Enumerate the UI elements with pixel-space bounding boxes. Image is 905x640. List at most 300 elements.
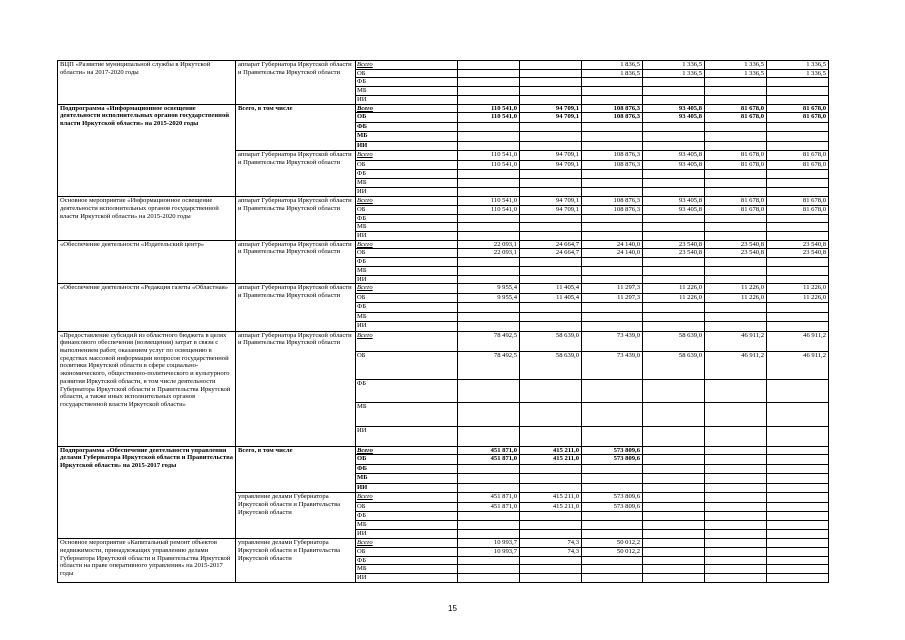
- amount-cell: [705, 275, 767, 284]
- amount-cell: 94 709,1: [520, 197, 582, 206]
- amount-cell: [767, 493, 829, 503]
- amount-cell: [520, 188, 582, 197]
- funding-source-cell: Всего: [356, 539, 458, 548]
- amount-cell: 81 678,0: [767, 104, 829, 113]
- amount-cell: 108 876,3: [582, 197, 643, 206]
- funding-source-cell: ФБ: [356, 303, 458, 313]
- amount-cell: [520, 379, 582, 403]
- amount-cell: [705, 170, 767, 179]
- amount-cell: 11 297,3: [582, 293, 643, 303]
- amount-cell: 10 993,7: [458, 548, 520, 557]
- table-row: [58, 197, 829, 206]
- amount-cell: 573 809,6: [582, 446, 643, 455]
- amount-cell: [767, 574, 829, 583]
- amount-cell: 74,3: [520, 548, 582, 557]
- amount-cell: 81 678,0: [705, 161, 767, 170]
- amount-cell: [458, 266, 520, 275]
- amount-cell: [520, 223, 582, 232]
- amount-cell: [582, 266, 643, 275]
- amount-cell: [458, 179, 520, 188]
- funding-source-cell: МБ: [356, 312, 458, 322]
- program-name-cell: ВЦП «Развитие муниципальной службы в Иркутской области» на 2017-2020 годы: [58, 61, 236, 105]
- funding-source-cell: ИИ: [356, 188, 458, 197]
- amount-cell: 1 336,5: [767, 61, 829, 70]
- amount-cell: [705, 512, 767, 521]
- amount-cell: [767, 512, 829, 521]
- amount-cell: [705, 493, 767, 503]
- amount-cell: [705, 266, 767, 275]
- amount-cell: [520, 322, 582, 332]
- amount-cell: 11 226,0: [705, 293, 767, 303]
- amount-cell: [643, 379, 705, 403]
- amount-cell: 46 911,2: [767, 351, 829, 379]
- amount-cell: [767, 446, 829, 455]
- funding-source-cell: МБ: [356, 403, 458, 427]
- amount-cell: [520, 266, 582, 275]
- funding-source-cell: ОБ: [356, 249, 458, 258]
- amount-cell: [705, 95, 767, 104]
- executor-cell: аппарат Губернатора Иркутской области и Правительства Иркутской области: [236, 331, 356, 446]
- amount-cell: [643, 521, 705, 530]
- amount-cell: 23 540,8: [767, 240, 829, 249]
- amount-cell: [643, 464, 705, 474]
- amount-cell: 93 405,8: [643, 104, 705, 113]
- amount-cell: [520, 141, 582, 151]
- amount-cell: [643, 214, 705, 223]
- amount-cell: [705, 503, 767, 512]
- funding-source-cell: ИИ: [356, 574, 458, 583]
- amount-cell: [705, 556, 767, 565]
- amount-cell: 78 492,5: [458, 351, 520, 379]
- amount-cell: 23 540,8: [767, 249, 829, 258]
- funding-source-cell: МБ: [356, 521, 458, 530]
- amount-cell: [458, 312, 520, 322]
- amount-cell: [643, 258, 705, 267]
- amount-cell: [643, 232, 705, 241]
- amount-cell: [458, 214, 520, 223]
- funding-source-cell: Всего: [356, 151, 458, 161]
- executor-cell: аппарат Губернатора Иркутской области и Правительства Иркутской области: [236, 61, 356, 105]
- amount-cell: [520, 521, 582, 530]
- funding-source-cell: МБ: [356, 266, 458, 275]
- amount-cell: 94 709,1: [520, 151, 582, 161]
- amount-cell: [520, 258, 582, 267]
- amount-cell: 94 709,1: [520, 161, 582, 170]
- amount-cell: [458, 474, 520, 484]
- amount-cell: [705, 455, 767, 465]
- amount-cell: [643, 170, 705, 179]
- amount-cell: 110 541,0: [458, 161, 520, 170]
- amount-cell: 94 709,1: [520, 205, 582, 214]
- amount-cell: [520, 78, 582, 87]
- amount-cell: [582, 78, 643, 87]
- amount-cell: 11 405,4: [520, 293, 582, 303]
- amount-cell: [767, 379, 829, 403]
- amount-cell: [458, 188, 520, 197]
- executor-cell: управление делами Губернатора Иркутской области и Правительства Иркутской области: [236, 539, 356, 583]
- amount-cell: [582, 214, 643, 223]
- amount-cell: [705, 258, 767, 267]
- table-row: [58, 539, 829, 548]
- amount-cell: [643, 95, 705, 104]
- amount-cell: 94 709,1: [520, 104, 582, 113]
- amount-cell: [643, 132, 705, 142]
- amount-cell: [767, 188, 829, 197]
- amount-cell: [458, 275, 520, 284]
- amount-cell: [767, 78, 829, 87]
- funding-source-cell: ИИ: [356, 232, 458, 241]
- program-name-cell: Подпрограмма «Обеспечение деятельности управления делами Губернатора Иркутской области и Правительства Иркутской области» на 2015-2017 годы: [58, 446, 236, 539]
- amount-cell: [767, 322, 829, 332]
- amount-cell: 10 993,7: [458, 539, 520, 548]
- amount-cell: [458, 61, 520, 70]
- amount-cell: 81 678,0: [767, 151, 829, 161]
- amount-cell: 24 140,0: [582, 240, 643, 249]
- executor-cell: аппарат Губернатора Иркутской области и Правительства Иркутской области: [236, 151, 356, 197]
- amount-cell: 11 226,0: [767, 293, 829, 303]
- amount-cell: 58 639,0: [643, 331, 705, 351]
- amount-cell: [582, 474, 643, 484]
- amount-cell: [458, 78, 520, 87]
- amount-cell: [767, 266, 829, 275]
- amount-cell: [458, 565, 520, 574]
- amount-cell: 573 809,6: [582, 455, 643, 465]
- amount-cell: 81 678,0: [767, 161, 829, 170]
- funding-source-cell: ИИ: [356, 483, 458, 493]
- funding-source-cell: МБ: [356, 474, 458, 484]
- amount-cell: [767, 455, 829, 465]
- program-name-cell: Основное мероприятие «Информационное освещение деятельности исполнительных органов государственной власти Иркутской области» на 2015-2020 годы: [58, 197, 236, 241]
- amount-cell: 11 226,0: [643, 293, 705, 303]
- amount-cell: [458, 379, 520, 403]
- amount-cell: [767, 312, 829, 322]
- funding-source-cell: ФБ: [356, 556, 458, 565]
- amount-cell: [705, 312, 767, 322]
- amount-cell: 81 678,0: [705, 151, 767, 161]
- amount-cell: 451 871,0: [458, 446, 520, 455]
- amount-cell: [520, 426, 582, 446]
- amount-cell: 93 405,8: [643, 151, 705, 161]
- amount-cell: [705, 483, 767, 493]
- amount-cell: 23 540,8: [643, 249, 705, 258]
- amount-cell: [705, 141, 767, 151]
- amount-cell: 24 664,7: [520, 240, 582, 249]
- amount-cell: 81 678,0: [705, 197, 767, 206]
- amount-cell: 573 809,6: [582, 493, 643, 503]
- amount-cell: [643, 574, 705, 583]
- amount-cell: [458, 87, 520, 96]
- amount-cell: 415 211,0: [520, 455, 582, 465]
- amount-cell: 1 336,5: [767, 69, 829, 78]
- amount-cell: [767, 95, 829, 104]
- amount-cell: [643, 483, 705, 493]
- amount-cell: [705, 78, 767, 87]
- amount-cell: 58 639,0: [520, 351, 582, 379]
- funding-source-cell: ОБ: [356, 351, 458, 379]
- funding-source-cell: Всего: [356, 197, 458, 206]
- amount-cell: [767, 122, 829, 132]
- amount-cell: [520, 512, 582, 521]
- amount-cell: 415 211,0: [520, 446, 582, 455]
- amount-cell: [705, 565, 767, 574]
- amount-cell: [643, 565, 705, 574]
- amount-cell: [643, 493, 705, 503]
- amount-cell: [705, 403, 767, 427]
- amount-cell: 73 439,0: [582, 351, 643, 379]
- amount-cell: [705, 574, 767, 583]
- funding-source-cell: Всего: [356, 284, 458, 293]
- amount-cell: 23 540,8: [705, 240, 767, 249]
- funding-source-cell: ФБ: [356, 512, 458, 521]
- amount-cell: [767, 474, 829, 484]
- amount-cell: [582, 275, 643, 284]
- amount-cell: [643, 266, 705, 275]
- amount-cell: [458, 426, 520, 446]
- amount-cell: [458, 132, 520, 142]
- amount-cell: [643, 275, 705, 284]
- amount-cell: [767, 214, 829, 223]
- amount-cell: [582, 464, 643, 474]
- page-number: 15: [448, 604, 457, 613]
- amount-cell: [643, 188, 705, 197]
- executor-cell: управление делами Губернатора Иркутской области и Правительства Иркутской области: [236, 493, 356, 539]
- amount-cell: [458, 530, 520, 539]
- funding-source-cell: ОБ: [356, 113, 458, 123]
- amount-cell: [643, 474, 705, 484]
- amount-cell: [705, 521, 767, 530]
- funding-source-cell: Всего: [356, 331, 458, 351]
- amount-cell: 110 541,0: [458, 197, 520, 206]
- amount-cell: [643, 303, 705, 313]
- amount-cell: [767, 539, 829, 548]
- amount-cell: [705, 474, 767, 484]
- funding-source-cell: Всего: [356, 104, 458, 113]
- amount-cell: [767, 530, 829, 539]
- amount-cell: [520, 565, 582, 574]
- funding-source-cell: ИИ: [356, 275, 458, 284]
- funding-source-cell: ИИ: [356, 95, 458, 104]
- amount-cell: [520, 574, 582, 583]
- amount-cell: 451 871,0: [458, 455, 520, 465]
- amount-cell: [767, 483, 829, 493]
- amount-cell: [767, 87, 829, 96]
- table-row: [58, 446, 829, 455]
- amount-cell: [643, 179, 705, 188]
- amount-cell: [582, 530, 643, 539]
- amount-cell: [458, 483, 520, 493]
- amount-cell: [767, 548, 829, 557]
- amount-cell: [458, 122, 520, 132]
- amount-cell: [643, 78, 705, 87]
- amount-cell: 110 541,0: [458, 151, 520, 161]
- funding-source-cell: МБ: [356, 87, 458, 96]
- amount-cell: [458, 232, 520, 241]
- amount-cell: [767, 179, 829, 188]
- funding-source-cell: ИИ: [356, 322, 458, 332]
- amount-cell: [705, 539, 767, 548]
- amount-cell: [767, 565, 829, 574]
- amount-cell: 108 876,3: [582, 151, 643, 161]
- executor-cell: Всего, в том числе: [236, 104, 356, 151]
- amount-cell: [767, 170, 829, 179]
- amount-cell: 110 541,0: [458, 113, 520, 123]
- amount-cell: 58 639,0: [643, 351, 705, 379]
- funding-source-cell: ФБ: [356, 258, 458, 267]
- amount-cell: 9 955,4: [458, 293, 520, 303]
- funding-source-cell: МБ: [356, 565, 458, 574]
- amount-cell: [520, 275, 582, 284]
- funding-source-cell: МБ: [356, 223, 458, 232]
- amount-cell: [582, 170, 643, 179]
- amount-cell: 415 211,0: [520, 503, 582, 512]
- amount-cell: [582, 512, 643, 521]
- amount-cell: 11 226,0: [705, 284, 767, 293]
- amount-cell: 108 876,3: [582, 104, 643, 113]
- amount-cell: 81 678,0: [767, 197, 829, 206]
- amount-cell: [582, 179, 643, 188]
- amount-cell: [705, 188, 767, 197]
- amount-cell: 11 297,3: [582, 284, 643, 293]
- amount-cell: [767, 303, 829, 313]
- funding-source-cell: Всего: [356, 446, 458, 455]
- amount-cell: [520, 87, 582, 96]
- amount-cell: [582, 87, 643, 96]
- amount-cell: [520, 132, 582, 142]
- funding-source-cell: ФБ: [356, 464, 458, 474]
- amount-cell: [582, 258, 643, 267]
- amount-cell: 50 012,2: [582, 539, 643, 548]
- amount-cell: [705, 379, 767, 403]
- amount-cell: [582, 379, 643, 403]
- amount-cell: [705, 179, 767, 188]
- amount-cell: [520, 214, 582, 223]
- amount-cell: 46 911,2: [705, 331, 767, 351]
- amount-cell: [705, 223, 767, 232]
- amount-cell: 22 093,1: [458, 249, 520, 258]
- amount-cell: [643, 548, 705, 557]
- amount-cell: [767, 275, 829, 284]
- amount-cell: 81 678,0: [705, 104, 767, 113]
- amount-cell: [458, 170, 520, 179]
- amount-cell: [643, 403, 705, 427]
- amount-cell: 93 405,8: [643, 205, 705, 214]
- amount-cell: [767, 258, 829, 267]
- amount-cell: [643, 446, 705, 455]
- amount-cell: [582, 521, 643, 530]
- funding-source-cell: МБ: [356, 179, 458, 188]
- amount-cell: 11 405,4: [520, 284, 582, 293]
- amount-cell: [643, 512, 705, 521]
- program-name-cell: «Предоставление субсидий из областного бюджета в целях финансового обеспечения (возмещения) затрат в связи с выполнением работ, оказанием услуг по освещению в средствах массовой информации вопросов государственной политики Иркутской области в сфере социально-экономического, общественно-политического и культурного развития Иркутской области, в том числе деятельности Губернатора Иркутской области и Правительства Иркутской области, а также иных исполнительных органов государственной власти Иркутской области»: [58, 331, 236, 446]
- amount-cell: [458, 258, 520, 267]
- funding-source-cell: ОБ: [356, 69, 458, 78]
- amount-cell: [582, 132, 643, 142]
- amount-cell: [520, 179, 582, 188]
- amount-cell: [705, 122, 767, 132]
- amount-cell: [520, 232, 582, 241]
- amount-cell: [458, 322, 520, 332]
- amount-cell: [643, 556, 705, 565]
- table-row: [58, 104, 829, 113]
- amount-cell: [582, 122, 643, 132]
- amount-cell: 108 876,3: [582, 205, 643, 214]
- funding-source-cell: ФБ: [356, 379, 458, 403]
- amount-cell: 74,3: [520, 539, 582, 548]
- amount-cell: [767, 464, 829, 474]
- amount-cell: 24 140,0: [582, 249, 643, 258]
- amount-cell: [458, 403, 520, 427]
- executor-cell: аппарат Губернатора Иркутской области и Правительства Иркутской области: [236, 197, 356, 241]
- amount-cell: [458, 556, 520, 565]
- amount-cell: [767, 521, 829, 530]
- amount-cell: [520, 312, 582, 322]
- amount-cell: [582, 322, 643, 332]
- amount-cell: [582, 303, 643, 313]
- amount-cell: [582, 223, 643, 232]
- amount-cell: 108 876,3: [582, 113, 643, 123]
- amount-cell: [458, 464, 520, 474]
- amount-cell: 46 911,2: [705, 351, 767, 379]
- amount-cell: [458, 574, 520, 583]
- amount-cell: [705, 322, 767, 332]
- amount-cell: [705, 132, 767, 142]
- funding-source-cell: ОБ: [356, 455, 458, 465]
- funding-source-cell: ФБ: [356, 170, 458, 179]
- funding-source-cell: МБ: [356, 132, 458, 142]
- amount-cell: 1 336,5: [643, 69, 705, 78]
- amount-cell: 73 439,0: [582, 331, 643, 351]
- table-row: [58, 240, 829, 249]
- amount-cell: [520, 403, 582, 427]
- funding-source-cell: ОБ: [356, 161, 458, 170]
- amount-cell: 46 911,2: [767, 331, 829, 351]
- amount-cell: 81 678,0: [705, 113, 767, 123]
- amount-cell: 110 541,0: [458, 104, 520, 113]
- amount-cell: 451 871,0: [458, 503, 520, 512]
- amount-cell: [520, 483, 582, 493]
- executor-cell: аппарат Губернатора Иркутской области и Правительства Иркутской области: [236, 240, 356, 284]
- amount-cell: 23 540,8: [643, 240, 705, 249]
- amount-cell: [520, 95, 582, 104]
- amount-cell: [705, 87, 767, 96]
- amount-cell: [767, 141, 829, 151]
- funding-source-cell: ФБ: [356, 78, 458, 87]
- funding-source-cell: Всего: [356, 61, 458, 70]
- funding-source-cell: ФБ: [356, 122, 458, 132]
- amount-cell: [705, 530, 767, 539]
- amount-cell: [643, 312, 705, 322]
- amount-cell: [705, 303, 767, 313]
- amount-cell: 11 226,0: [767, 284, 829, 293]
- amount-cell: [582, 556, 643, 565]
- amount-cell: [520, 69, 582, 78]
- amount-cell: [458, 521, 520, 530]
- amount-cell: [520, 170, 582, 179]
- amount-cell: 451 871,0: [458, 493, 520, 503]
- funding-source-cell: ФБ: [356, 214, 458, 223]
- amount-cell: [458, 223, 520, 232]
- amount-cell: [643, 141, 705, 151]
- amount-cell: 9 955,4: [458, 284, 520, 293]
- amount-cell: [705, 426, 767, 446]
- amount-cell: [705, 548, 767, 557]
- amount-cell: [458, 95, 520, 104]
- amount-cell: [767, 403, 829, 427]
- amount-cell: [520, 61, 582, 70]
- amount-cell: [520, 303, 582, 313]
- amount-cell: [458, 512, 520, 521]
- amount-cell: 93 405,8: [643, 113, 705, 123]
